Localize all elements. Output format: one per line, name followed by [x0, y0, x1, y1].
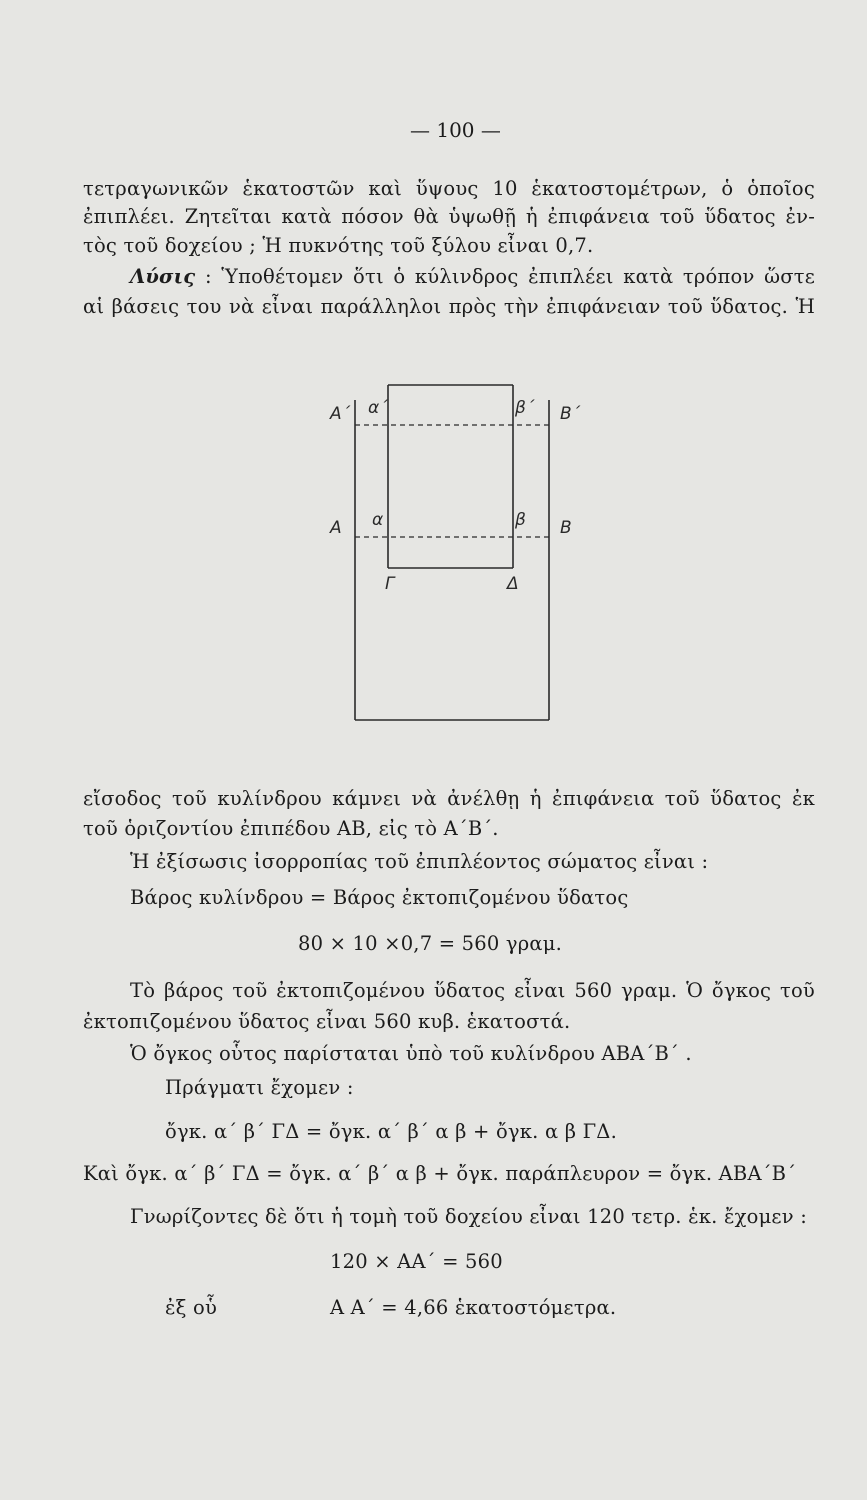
equilibrium-equation-intro: Ἡ ἐξίσωσις ἰσορροπίας τοῦ ἐπιπλέοντος σώματος εἶναι : [130, 850, 709, 873]
volume-equation-1: ὄγκ. α΄ β΄ ΓΔ = ὄγκ. α΄ β΄ α β + ὄγκ. α β ΓΔ. [165, 1120, 617, 1143]
text-line-2: ἐπιπλέει. Ζητεῖται κατὰ πόσον θὰ ὑψωθῇ ἡ ἐπιφάνεια τοῦ ὕδατος ἐν- [83, 205, 815, 228]
text-line-1: τετραγωνικῶν ἑκατοστῶν καὶ ὕψους 10 ἑκατοστομέτρων, ὁ ὁποῖος [83, 177, 815, 200]
result-equation: Α Α΄ = 4,66 ἑκατοστόμετρα. [330, 1296, 617, 1319]
text-line-indeed: Πράγματι ἔχομεν : [165, 1076, 354, 1099]
text-whence: ἐξ οὗ [165, 1296, 217, 1319]
label-a-prime: α΄ [368, 398, 388, 418]
text-line-after-2: τοῦ ὁριζοντίου ἐπιπέδου ΑΒ, εἰς τὸ Α΄Β΄. [83, 817, 499, 840]
text-line-after-1: εἴσοδος τοῦ κυλίνδρου κάμνει νὰ ἀνέλθῃ ἡ ἐπιφάνεια τοῦ ὕδατος ἐκ [83, 787, 815, 810]
volume-equation-2: Καὶ ὄγκ. α΄ β΄ ΓΔ = ὄγκ. α΄ β΄ α β + ὄγκ. παράπλευρον = ὄγκ. ΑΒΑ΄Β΄ [83, 1162, 797, 1185]
label-A: Α [330, 518, 342, 538]
text-line-cylinder: Ὁ ὄγκος οὗτος παρίσταται ὑπὸ τοῦ κυλίνδρου ΑΒΑ΄Β΄ . [130, 1042, 692, 1065]
lysis-label: Λύσις [130, 265, 196, 288]
label-a: α [372, 510, 384, 530]
lysis-text: : Ὑποθέτομεν ὅτι ὁ κύλινδρος ἐπιπλέει κατὰ τρόπον ὥστε [195, 265, 815, 288]
text-line-weight: Τὸ βάρος τοῦ ἐκτοπιζομένου ὕδατος εἶναι 560 γραμ. Ὁ ὄγκος τοῦ [130, 979, 815, 1002]
text-line-section: Γνωρίζοντες δὲ ὅτι ἡ τομὴ τοῦ δοχείου εἶναι 120 τετρ. ἑκ. ἔχομεν : [130, 1205, 807, 1228]
label-B: Β [560, 518, 572, 538]
label-Gamma: Γ [385, 574, 395, 594]
page-number: — 100 — [410, 118, 501, 142]
lysis-line-2: αἱ βάσεις του νὰ εἶναι παράλληλοι πρὸς τὴν ἐπιφάνειαν τοῦ ὕδατος. Ἡ [83, 295, 815, 318]
area-equation: 120 × ΑΑ΄ = 560 [330, 1250, 503, 1273]
text-line-volume: ἐκτοπιζομένου ὕδατος εἶναι 560 κυβ. ἑκατοστά. [83, 1010, 571, 1033]
lysis-line [130, 265, 815, 289]
cylinder-diagram [0, 340, 867, 800]
label-Delta: Δ [507, 574, 519, 594]
label-A-prime: Α΄ [330, 404, 351, 424]
label-b-prime: β΄ [515, 398, 535, 418]
label-b: β [515, 510, 526, 530]
calculation-line: 80 × 10 ×0,7 = 560 γραμ. [298, 932, 563, 955]
weight-equation: Βάρος κυλίνδρου = Βάρος ἐκτοπιζομένου ὕδατος [130, 886, 629, 909]
text-line-3: τὸς τοῦ δοχείου ; Ἡ πυκνότης τοῦ ξύλου εἶναι 0,7. [83, 234, 594, 257]
label-B-prime: Β΄ [560, 404, 581, 424]
